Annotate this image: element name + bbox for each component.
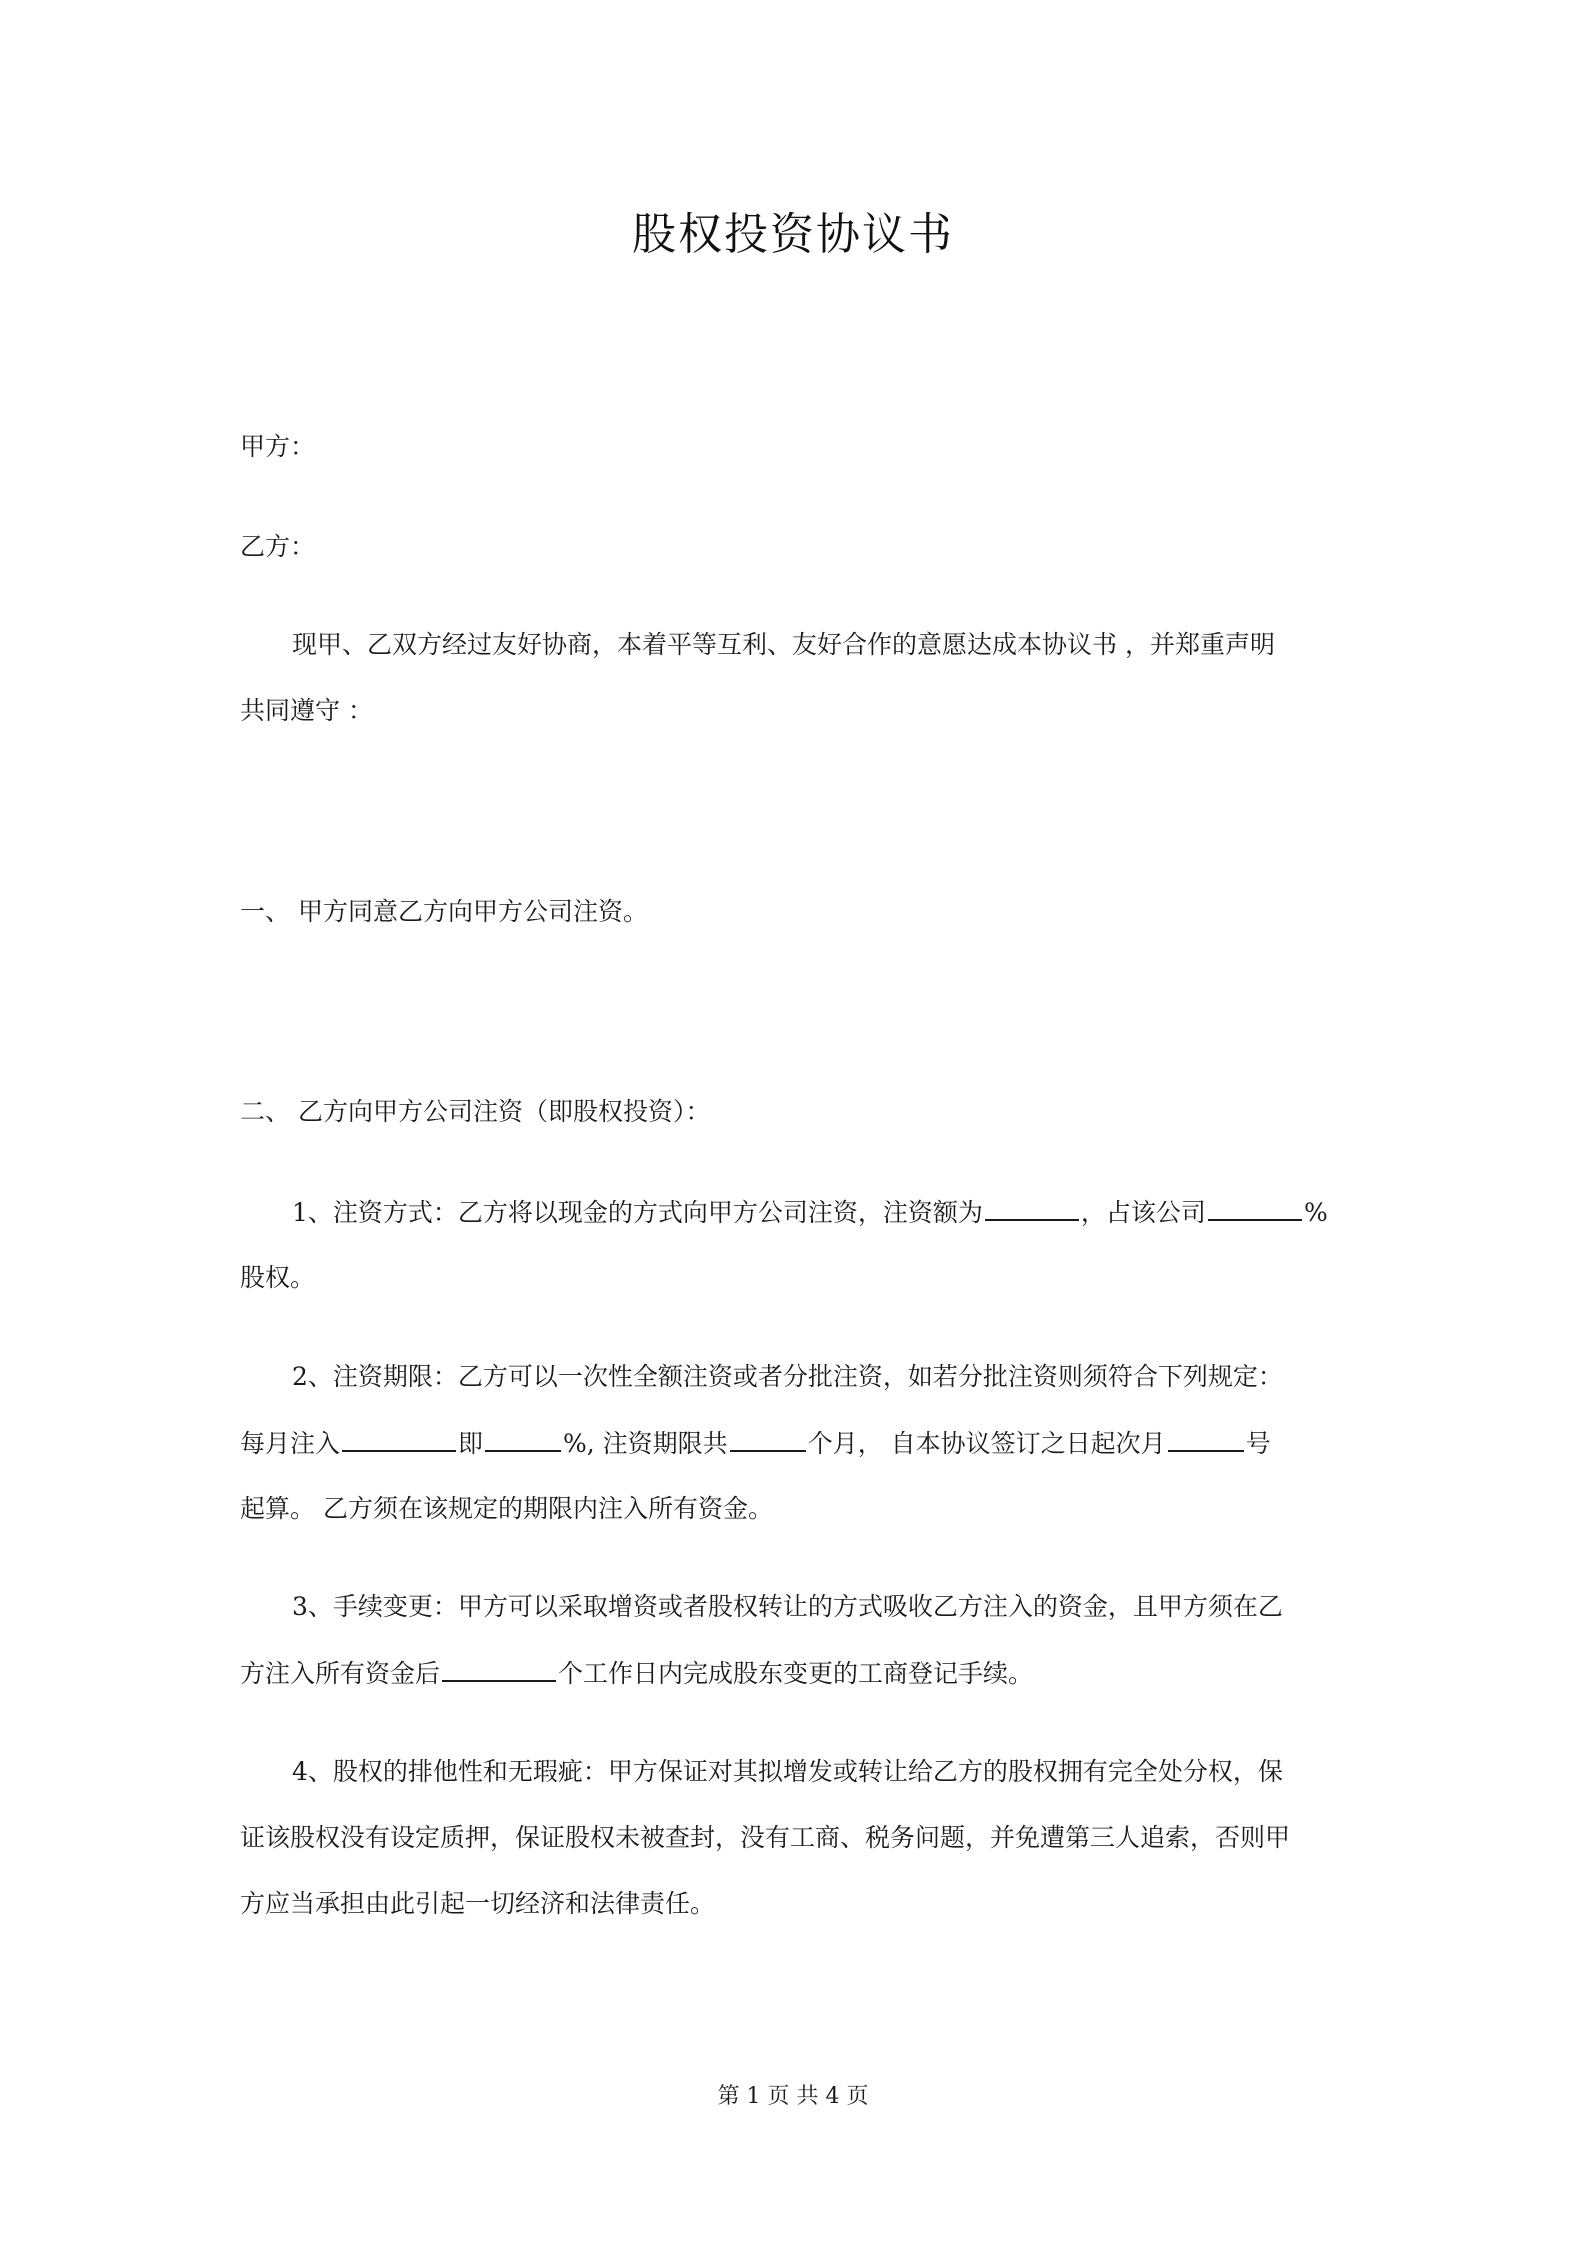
monthly-amount-blank [342,1426,456,1452]
clause-2-text-c: %, 注资期限共 [563,1429,728,1458]
clause-1-text-a: 1、注资方式：乙方将以现金的方式向甲方公司注资，注资额为 [292,1198,983,1227]
clause-3-text-b: 个工作日内完成股东变更的工商登记手续。 [558,1659,1034,1688]
start-day-blank [1168,1426,1244,1452]
clause-2-line-3: 起算。 乙方须在该规定的期限内注入所有资金。 [240,1494,773,1523]
clause-1-line-2: 股权。 [240,1263,316,1292]
investment-amount-blank [985,1195,1079,1221]
clause-2-text-e: 号 [1245,1429,1271,1458]
section-1: 一、 甲方同意乙方向甲方公司注资。 [240,897,648,926]
period-months-blank [730,1426,806,1452]
clause-2-text-b: 即 [458,1429,484,1458]
clause-1-text-c: % [1303,1198,1328,1227]
clause-3-text-a: 方注入所有资金后 [240,1659,441,1688]
clause-2-text-a: 每月注入 [240,1429,341,1458]
clause-2-line-1: 2、注资期限：乙方可以一次性全额注资或者分批注资，如若分批注资则须符合下列规定： [292,1362,1283,1391]
intro-line-1: 现甲、乙双方经过友好协商，本着平等互利、友好合作的意愿达成本协议书 ，并郑重声明 [292,630,1275,659]
party-a-label: 甲方： [240,432,316,461]
section-2-heading: 二、 乙方向甲方公司注资（即股权投资）： [240,1097,711,1126]
clause-1-text-b: ，占该公司 [1080,1198,1206,1227]
document-title: 股权投资协议书 [632,209,954,260]
party-b-label: 乙方： [240,532,316,561]
clause-2-line-2 [240,1426,1271,1461]
clause-4-line-1: 4、股权的排他性和无瑕疵：甲方保证对其拟增发或转让给乙方的股权拥有完全处分权，保 [292,1757,1283,1786]
clause-2-text-d: 个月， 自本协议签订之日起次月 [807,1429,1166,1458]
clause-3-line-2 [240,1656,1033,1691]
clause-1-line-1 [292,1195,1328,1230]
equity-percent-blank [1208,1195,1302,1221]
clause-4-line-3: 方应当承担由此引起一切经济和法律责任。 [240,1889,716,1918]
working-days-blank [442,1656,556,1682]
intro-line-2: 共同遵守 ： [240,696,373,725]
clause-4-line-2: 证该股权没有设定质押，保证股权未被查封，没有工商、税务问题，并免遭第三人追索，否则甲 [240,1823,1291,1852]
monthly-percent-blank [485,1426,561,1452]
clause-3-line-1: 3、手续变更：甲方可以采取增资或者股权转让的方式吸收乙方注入的资金，且甲方须在乙 [292,1592,1283,1621]
page-number: 第 1 页 共 4 页 [717,2084,869,2109]
